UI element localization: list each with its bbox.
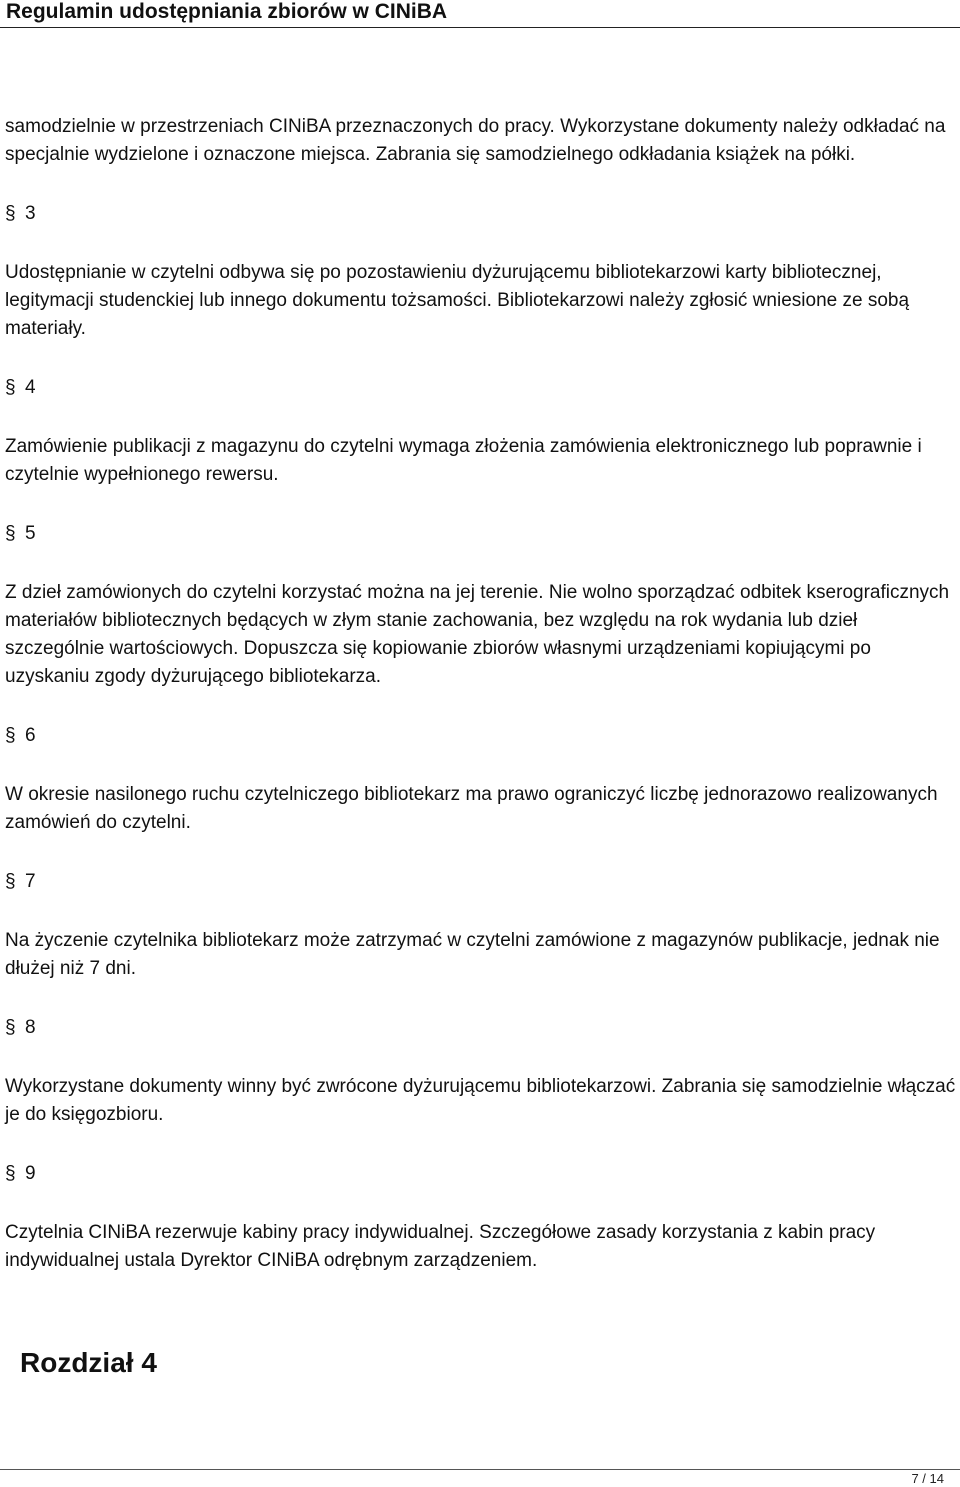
section-sign: § bbox=[5, 377, 16, 398]
section-paragraph-3: Udostępnianie w czytelni odbywa się po pozostawieniu dyżurującemu bibliotekarzowi karty bibliotecznej, legitymacji studenckiej lub innego dokumentu tożsamości. Bibliotekarzowi należy zgłosić wniesione ze sobą materiały. bbox=[5, 262, 910, 339]
section-heading-7 bbox=[5, 868, 957, 896]
header-divider bbox=[0, 27, 960, 28]
section-heading-6 bbox=[5, 722, 957, 750]
section-sign: § bbox=[5, 523, 16, 544]
section-number: 9 bbox=[25, 1163, 36, 1184]
chapter-heading: Rozdział 4 bbox=[20, 1347, 157, 1378]
section-sign: § bbox=[5, 1017, 16, 1038]
section-sign: § bbox=[5, 871, 16, 892]
section-paragraph-7: Na życzenie czytelnika bibliotekarz może zatrzymać w czytelni zamówione z magazynów publikacje, jednak nie dłużej niż 7 dni. bbox=[5, 930, 940, 979]
page-number: 7 / 14 bbox=[911, 1471, 944, 1486]
footer-divider bbox=[0, 1469, 960, 1470]
section-paragraph-6: W okresie nasilonego ruchu czytelniczego bibliotekarz ma prawo ograniczyć liczbę jednorazowo realizowanych zamówień do czytelni. bbox=[5, 784, 938, 833]
section-paragraph-9: Czytelnia CINiBA rezerwuje kabiny pracy indywidualnej. Szczegółowe zasady korzystania z kabin pracy indywidualnej ustala Dyrektor CINiBA odrębnym zarządzeniem. bbox=[5, 1222, 876, 1271]
continued-paragraph: samodzielnie w przestrzeniach CINiBA przeznaczonych do pracy. Wykorzystane dokumenty należy odkładać na specjalnie wydzielone i oznaczone miejsca. Zabrania się samodzielnego odkładania książek na półki. bbox=[5, 116, 946, 165]
section-heading-9 bbox=[5, 1160, 957, 1188]
document-title: Regulamin udostępniania zbiorów w CINiBA bbox=[6, 0, 448, 23]
section-heading-5 bbox=[5, 520, 957, 548]
section-number: 7 bbox=[25, 871, 36, 892]
document-body bbox=[5, 113, 957, 1275]
section-number: 8 bbox=[25, 1017, 36, 1038]
section-sign: § bbox=[5, 1163, 16, 1184]
section-number: 6 bbox=[25, 725, 36, 746]
section-number: 4 bbox=[25, 377, 36, 398]
section-heading-4 bbox=[5, 374, 957, 402]
section-paragraph-5: Z dzieł zamówionych do czytelni korzystać można na jej terenie. Nie wolno sporządzać odbitek kserograficznych materiałów bibliotecznych będących w złym stanie zachowania, bez względu na rok wydania lub dzieł szczególnie wartościowych. Dopuszcza się kopiowanie zbiorów własnymi urządzeniami kopiującymi po uzyskaniu zgody dyżurującego bibliotekarza. bbox=[5, 582, 950, 687]
section-number: 5 bbox=[25, 523, 36, 544]
section-number: 3 bbox=[25, 203, 36, 224]
section-sign: § bbox=[5, 203, 16, 224]
section-heading-8 bbox=[5, 1014, 957, 1042]
section-paragraph-4: Zamówienie publikacji z magazynu do czytelni wymaga złożenia zamówienia elektronicznego lub poprawnie i czytelnie wypełnionego rewersu. bbox=[5, 436, 922, 485]
section-paragraph-8: Wykorzystane dokumenty winny być zwrócone dyżurującemu bibliotekarzowi. Zabrania się samodzielnie włączać je do księgozbioru. bbox=[5, 1076, 956, 1125]
section-heading-3 bbox=[5, 200, 957, 228]
section-sign: § bbox=[5, 725, 16, 746]
